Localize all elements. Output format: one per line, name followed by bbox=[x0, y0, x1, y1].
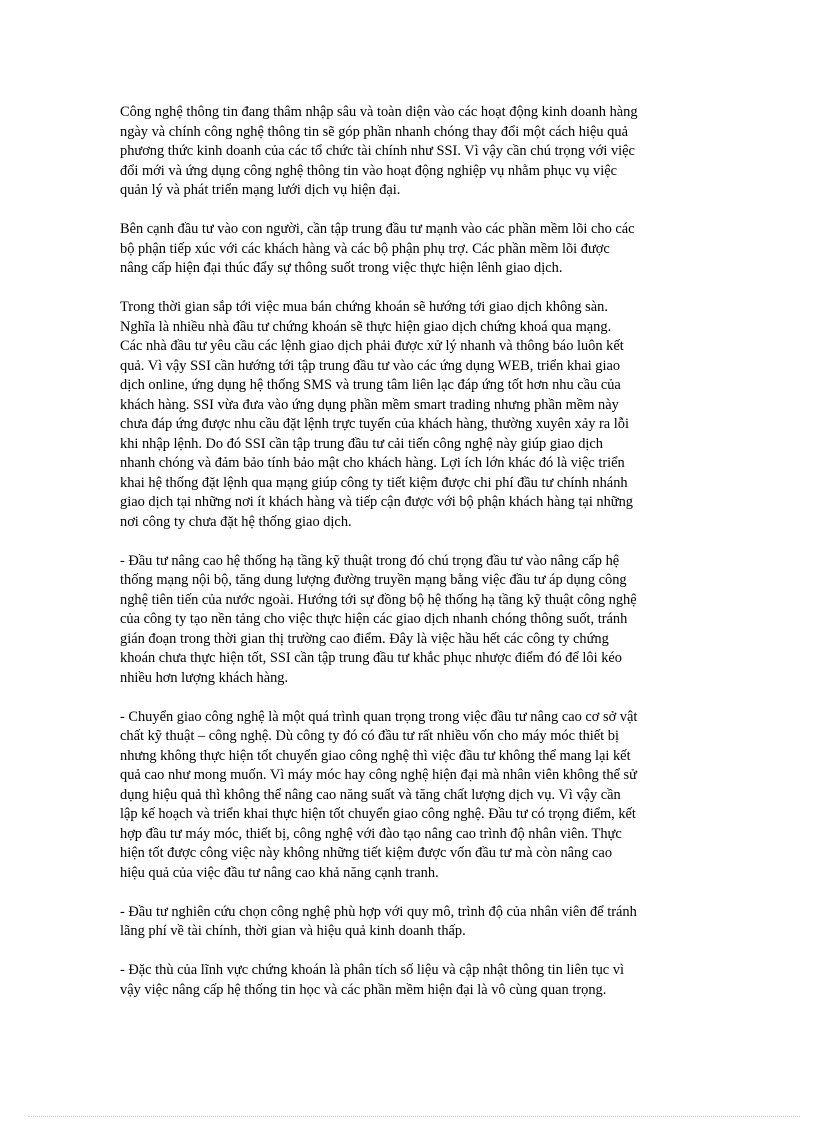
paragraph-line: đổi mới và ứng dụng công nghệ thông tin vào hoạt động nghiệp vụ nhằm phục vụ việc bbox=[120, 162, 618, 179]
document-body bbox=[120, 103, 700, 1020]
paragraph-line: nhiều hơn lượng khách hàng. bbox=[120, 669, 289, 686]
paragraph-2 bbox=[120, 220, 700, 279]
paragraph-3 bbox=[120, 298, 700, 532]
paragraph-line: phương thức kinh doanh của các tổ chức tài chính như SSI. Vì vậy cần chú trọng với việc bbox=[120, 143, 635, 159]
paragraph-line: thống mạng nội bộ, tăng dung lượng đường truyền mạng bằng việc đầu tư áp dụng công bbox=[120, 572, 627, 588]
paragraph-line: hiện tốt được công việc này không những tiết kiệm được vốn đầu tư mà còn nâng cao bbox=[120, 845, 613, 861]
paragraph-line: Nghĩa là nhiều nhà đầu tư chứng khoán sẽ thực hiện giao dịch chứng khoá qua mạng. bbox=[120, 318, 612, 335]
paragraph-line: chất kỹ thuật – công nghệ. Dù công ty đó có đầu tư rất nhiều vốn cho máy móc thiết bị bbox=[120, 728, 619, 744]
paragraph-4 bbox=[120, 552, 700, 689]
paragraph-line: khi nhập lệnh. Do đó SSI cần tập trung đầu tư cải tiến công nghệ này giúp giao dịch bbox=[120, 435, 603, 452]
paragraph-line: - Chuyển giao công nghệ là một quá trình quan trọng trong việc đầu tư nâng cao cơ sở vật bbox=[120, 708, 638, 725]
paragraph-line: vậy việc nâng cấp hệ thống tin học và các phần mềm hiện đại là vô cùng quan trọng. bbox=[120, 981, 607, 998]
paragraph-line: nâng cấp hiện đại thúc đẩy sự thông suốt trong việc thực hiện lênh giao dịch. bbox=[120, 260, 563, 276]
paragraph-line: giao dịch tại những nơi ít khách hàng và tiếp cận được với bộ phận khách hàng tại những bbox=[120, 494, 633, 510]
paragraph-line: khoán chưa thực hiện tốt, SSI cần tập trung đầu tư khắc phục nhược điểm đó để lôi kéo bbox=[120, 650, 622, 666]
paragraph-line: nhưng không thực hiện tốt chuyển giao công nghệ thì việc đầu tư không thể mang lại kết bbox=[120, 747, 631, 764]
paragraph-7 bbox=[120, 961, 700, 1000]
paragraph-line: Công nghệ thông tin đang thâm nhập sâu và toàn diện vào các hoạt động kinh doanh hàng bbox=[120, 104, 638, 120]
paragraph-line: Bên cạnh đầu tư vào con người, cần tập trung đầu tư mạnh vào các phần mềm lõi cho các bbox=[120, 221, 635, 237]
paragraph-line: hợp đầu tư máy móc, thiết bị, công nghệ với đào tạo nâng cao trình độ nhân viên. Thực bbox=[120, 825, 622, 842]
paragraph-line: nghệ tiên tiến của nước ngoài. Hướng tới sự đồng bộ hệ thống hạ tầng kỹ thuật công nghệ bbox=[120, 591, 637, 608]
paragraph-5 bbox=[120, 708, 700, 884]
paragraph-line: khai hệ thống đặt lệnh qua mạng giúp công ty tiết kiệm được chi phí đầu tư chính nhánh bbox=[120, 474, 628, 491]
paragraph-line: - Đầu tư nghiên cứu chọn công nghệ phù hợp với quy mô, trình độ của nhân viên để tránh bbox=[120, 903, 637, 920]
paragraph-line: Các nhà đầu tư yêu cầu các lệnh giao dịch phải được xử lý nhanh và thông báo luôn kết bbox=[120, 338, 624, 354]
paragraph-line: nơi công ty chưa đặt hệ thống giao dịch. bbox=[120, 513, 352, 530]
paragraph-line: quản lý và phát triển mạng lưới dịch vụ hiện đại. bbox=[120, 182, 401, 198]
paragraph-line: lãng phí về tài chính, thời gian và hiệu quả kinh doanh thấp. bbox=[120, 923, 466, 939]
paragraph-line: dịch online, ứng dụng hệ thống SMS và trung tâm liên lạc đáp ứng tốt hơn nhu cầu của bbox=[120, 377, 621, 393]
paragraph-line: hiệu quả của việc đầu tư nâng cao khả năng cạnh tranh. bbox=[120, 864, 439, 881]
paragraph-6 bbox=[120, 903, 700, 942]
paragraph-line: - Đặc thù của lĩnh vực chứng khoán là phân tích số liệu và cập nhật thông tin liên tục vì bbox=[120, 962, 624, 978]
paragraph-line: dụng hiệu quả thì không thể nâng cao năng suất và tăng chất lượng dịch vụ. Vì vậy cần bbox=[120, 786, 621, 803]
paragraph-line: của công ty tạo nền tảng cho việc thực hiện các giao dịch nhanh chóng thông suốt, tránh bbox=[120, 611, 628, 627]
paragraph-1 bbox=[120, 103, 700, 201]
paragraph-line: khách hàng. SSI vừa đưa vào ứng dụng phần mềm smart trading nhưng phần mềm này bbox=[120, 396, 619, 413]
paragraph-line: nhanh chóng và đảm bảo tính bảo mật cho khách hàng. Lợi ích lớn khác đó là việc triển bbox=[120, 455, 625, 471]
paragraph-line: lập kế hoạch và triển khai thực hiện tốt chuyển giao công nghệ. Đầu tư có trọng điểm, kết bbox=[120, 806, 636, 822]
paragraph-line: gián đoạn trong thời gian thị trường cao điểm. Đây là việc hầu hết các công ty chứng bbox=[120, 630, 609, 647]
paragraph-line: quả cao như mong muốn. Vì máy móc hay công nghệ hiện đại mà nhân viên không thể sử bbox=[120, 767, 637, 783]
paragraph-line: quả. Vì vậy SSI cần hướng tới tập trung đầu tư vào các ứng dụng WEB, triển khai giao bbox=[120, 357, 621, 374]
paragraph-line: bộ phận tiếp xúc với các khách hàng và các bộ phận phụ trợ. Các phần mềm lõi được bbox=[120, 240, 610, 257]
paragraph-line: Trong thời gian sắp tới việc mua bán chứng khoán sẽ hướng tới giao dịch không sàn. bbox=[120, 299, 608, 315]
paragraph-line: - Đầu tư nâng cao hệ thống hạ tầng kỹ thuật trong đó chú trọng đầu tư vào nâng cấp hệ bbox=[120, 552, 620, 569]
page-bottom-divider bbox=[28, 1116, 800, 1117]
paragraph-line: chưa đáp ứng được nhu cầu đặt lệnh trực tuyến của khách hàng, thường xuyên xảy ra lỗi bbox=[120, 416, 629, 432]
paragraph-line: ngày và chính công nghệ thông tin sẽ góp phần nhanh chóng thay đổi một cách hiệu quả bbox=[120, 123, 628, 140]
